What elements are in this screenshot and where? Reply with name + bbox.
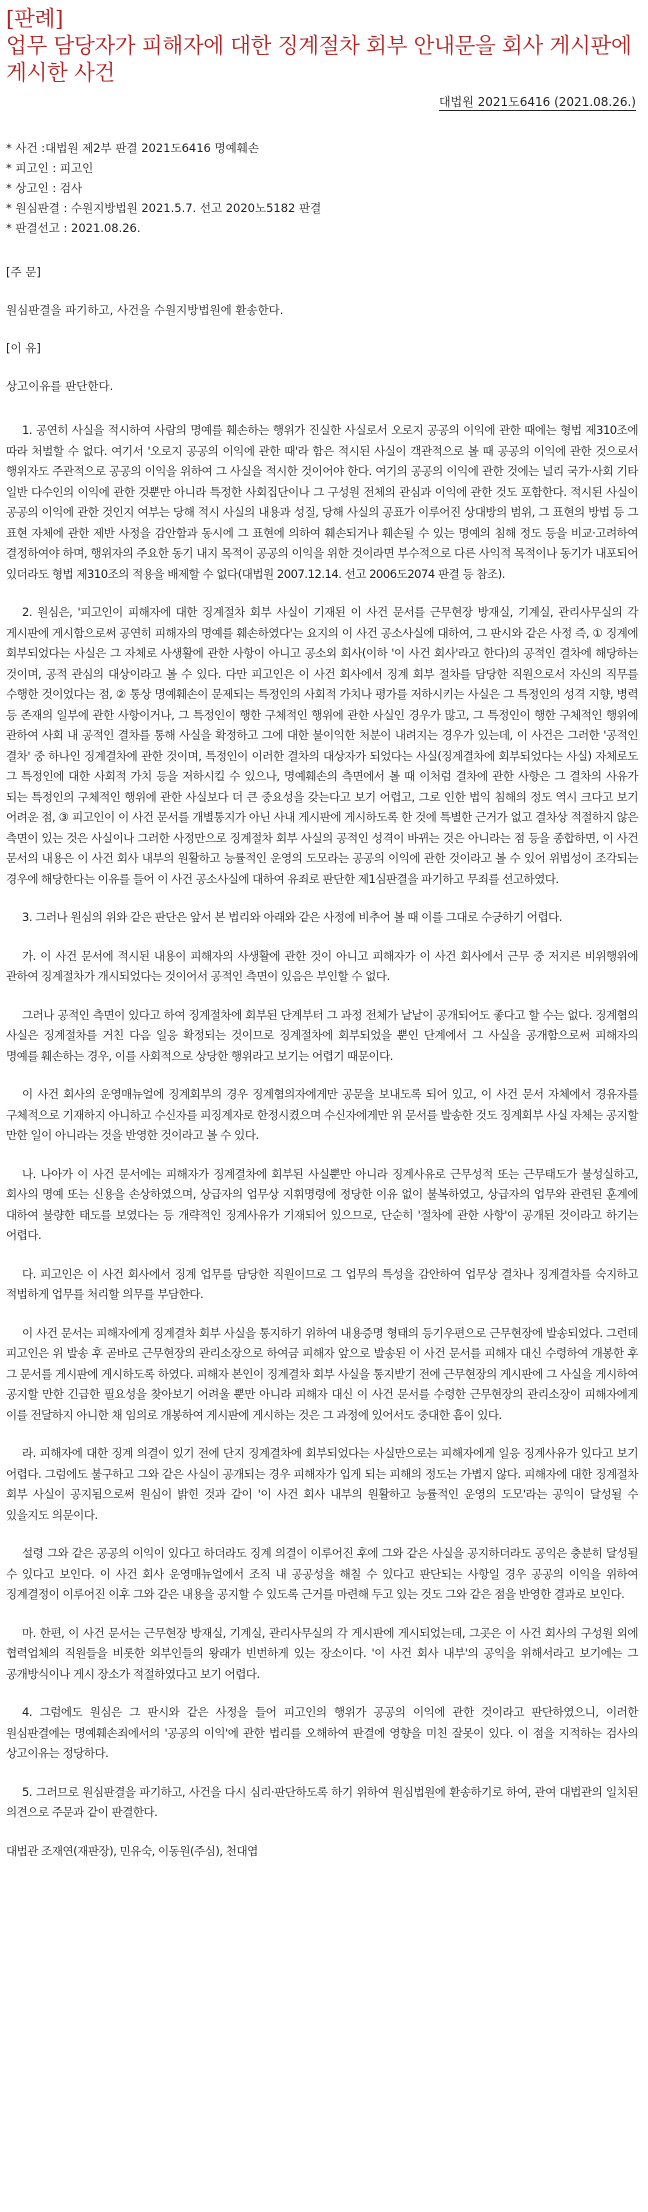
paragraph-3-da: 다. 피고인은 이 사건 회사에서 징계 업무를 담당한 직원이므로 그 업무의 특성을 감안하여 업무상 결차나 징계결차를 숙지하고 적법하게 업무를 처리할 의무를 부담한다.	[6, 1266, 638, 1301]
case-citation-text: 대법원 2021도6416 (2021.08.26.)	[439, 95, 636, 109]
paragraph-3-da-2: 이 사건 문서는 피해자에게 징계결차 회부 사실을 통지하기 위하여 내용증명 형태의 등기우편으로 근무현장에 발송되었다. 그런데 피고인은 위 발송 후 곧바로 근무현장의 관리소장으로 하여금 피해자 앞으로 발송된 이 사건 문서를 피해자 대신 수령하여 개봉한 후 그 문서를 게시판에 게시하도록 하였다. 피해자 본인이 징계결차 회부 사실을 통지받기 전에 근무현장의 게시판에 그 사실을 게시하여 공지할 만한 긴급한 필요성을 찾아보기 어려울 뿐만 아니라 피해자 대신 이 사건 문서를 수령한 근무현장의 관리소장이 피해자에게 이를 전달하지 아니한 채 임의로 개봉하여 게시판에 게시하는 것은 그 과정에 있어서도 중대한 흠이 있다.	[6, 1325, 638, 1422]
meta-defendant: * 피고인 : 피고인	[6, 161, 94, 175]
paragraph-3-ra-2: 설령 그와 같은 공공의 이익이 있다고 하더라도 징계 의결이 이루어진 후에 그와 같은 사실을 공지하더라도 공익은 충분히 달성될 수 있다고 보인다. 이 사건 회사 운영매뉴얼에서 조직 내 공공성을 해칠 수 있다고 판단되는 사항일 경우 공공의 이익을 위하여 징계결정이 이루어진 이후 그와 같은 내용을 공지할 수 있도록 근거를 마련해 두고 있는 것도 그와 같은 점을 반영한 결과로 보인다.	[6, 1546, 638, 1601]
order-heading: [주 문]	[6, 265, 41, 279]
paragraph-3-na: 나. 나아가 이 사건 문서에는 피해자가 징계결차에 회부된 사실뿐만 아니라 징계사유로 근무성적 또는 근무태도가 불성실하고, 회사의 명예 또는 신용을 손상하였으며, 상급자의 업무상 지휘명령에 정당한 이유 없이 불복하였고, 상급자의 업무와 관련된 훈계에 대하여 불량한 태도를 보였다는 등 개략적인 징계사유가 기재되어 있으므로, 단순히 '절차에 관한 사항'이 공개된 것이라고 하기는 어렵다.	[6, 1166, 638, 1242]
paragraph-3: 3. 그러나 원심의 위와 같은 판단은 앞서 본 법리와 아래와 같은 사정에 비추어 볼 때 이를 그대로 수긍하기 어렵다.	[22, 910, 562, 924]
paragraph-2: 2. 원심은, '피고인이 피해자에 대한 징계절차 회부 사실이 기재된 이 사건 문서를 근무현장 방재실, 기계실, 관리사무실의 각 게시판에 게시함으로써 공연히 피해자의 명예를 훼손하였다'는 요지의 이 사건 공소사실에 대하여, 그 판시와 같은 사정 즉, ① 징계에 회부되었다는 사실은 그 자체로 사생활에 관한 사항이 아니고 공소외 회사(이하 '이 사건 회사'라고 한다)의 공적인 결차에 해당하는 것이며, 공적 관심의 대상이라고 볼 수 있다. 다만 피고인은 이 사건 회사에서 징계 회부 절차를 담당한 직원으로서 자신의 직무를 수행한 것이었다는 점, ② 통상 명예훼손이 문제되는 특정인의 사회적 가치나 평가를 저하시키는 사실은 그 특정인의 성격 지향, 병력 등 존재의 일부에 관한 사항이거나, 그 특정인이 행한 구체적인 행위에 관한 사실인 경우가 많고, 그 특정인이 행한 구체적인 행위에 관하여 사회 내 공적인 결차를 통해 사실을 확정하고 그에 대한 불이익한 처분이 내려지는 경우가 있는데, 이 사건은 그러한 '공적인 결차' 중 하나인 징계결차에 관한 것이며, 특정인이 이러한 결차의 대상자가 되었다는 사실(징계결차에 회부되었다는 사실) 자체로도 그 특정인에 대한 사회적 가치 등을 저하시킬 수 있으나, 명예훼손의 측면에서 볼 때 이처럼 결차에 관한 사항은 그 결차의 사유가 되는 특정인의 구체적인 행위에 관한 사실보다 더 큰 중요성을 갖는다고 보기 어렵고, 그로 인한 법익 침해의 정도 역시 크다고 보기 어려운 점, ③ 피고인이 이 사건 문서를 개별통지가 아닌 사내 게시판에 게시하도록 한 것에 특별한 근거가 없고 결차상 적절하지 않은 측면이 있는 것은 사실이나 그러한 사정만으로 징계절차 회부 사실의 공적인 성격이 바뀌는 것은 아니라는 점 등을 종합하면, 이 사건 문서의 내용은 이 사건 회사 내부의 원활하고 능률적인 운영의 도모라는 공공의 이익에 관한 것이라고 볼 수 있어 위법성이 조각되는 경우에 해당한다는 이유를 들어 이 사건 공소사실에 대하여 유죄로 판단한 제1심판결을 파기하고 무죄를 선고하였다.	[6, 605, 638, 886]
case-meta	[6, 138, 638, 238]
meta-appellant: * 상고인 : 검사	[6, 181, 83, 195]
reason-intro: 상고이유를 판단한다.	[6, 379, 114, 393]
justices-list: 대법관 조재연(재판장), 민유숙, 이동원(주심), 천대엽	[6, 1843, 258, 1858]
paragraph-1: 1. 공연히 사실을 적시하여 사람의 명예를 훼손하는 행위가 진실한 사실로서 오로지 공공의 이익에 관한 때에는 형법 제310조에 따라 처벌할 수 없다. 여기서 '오로지 공공의 이익에 관한 때'라 함은 적시된 사실이 객관적으로 볼 때 공공의 이익에 관한 것으로서 행위자도 주관적으로 공공의 이익을 위하여 그 사실을 적시한 것이어야 한다. 여기의 공공의 이익에 관한 것에는 널리 국가·사회 기타 일반 다수인의 이익에 관한 것뿐만 아니라 특정한 사회집단이나 그 구성원 전체의 관심과 이익에 관한 것도 포함한다. 적시된 사실이 공공의 이익에 관한 것인지 여부는 당해 적시 사실의 내용과 성질, 당해 사실의 공표가 이루어진 상대방의 범위, 그 표현의 방법 등 그 표현 자체에 관한 제반 사정을 감안함과 동시에 그 표현에 의하여 훼손되거나 훼손될 수 있는 명예의 침해 정도 등을 비교·고려하여 결정하여야 하며, 행위자의 주요한 동기 내지 목적이 공공의 이익을 위한 것이라면 부수적으로 다른 사익적 목적이나 동기가 내포되어 있더라도 형법 제310조의 적용을 배제할 수 없다(대법원 2007.12.14. 선고 2006도2074 판결 등 참조).	[6, 423, 638, 581]
case-citation	[6, 93, 638, 110]
meta-lower-judgment: * 원심판결 : 수원지방법원 2021.5.7. 선고 2020노5182 판결	[6, 201, 322, 215]
paragraph-3-ga-2: 그러나 공적인 측면이 있다고 하여 징계절차에 회부된 단계부터 그 과정 전체가 낱낱이 공개되어도 좋다고 할 수는 없다. 징계혐의 사실은 징계절차를 거친 다음 일응 확정되는 것이므로 징계절차에 회부되었을 뿐인 단계에서 그 사실을 공개함으로써 피해자의 명예를 훼손하는 경우, 이를 사회적으로 상당한 행위라고 보기는 어렵기 때문이다.	[6, 1007, 638, 1063]
document-title: [판례] 업무 담당자가 피해자에 대한 징계절차 회부 안내문을 회사 게시판에 게시한 사건	[6, 7, 632, 86]
paragraph-3-ga-3: 이 사건 회사의 운영매뉴얼에 징계회부의 경우 징계혐의자에게만 공문을 보내도록 되어 있고, 이 사건 문서 자체에서 경유자를 구체적으로 기재하지 아니하고 수신자를 피징계자로 한정시켰으며 수신자에게만 위 문서를 발송한 것도 징계회부 사실 자체는 공지할 만한 일이 아니라는 것을 반영한 것이라고 볼 수 있다.	[6, 1087, 638, 1142]
meta-case: * 사건 :대법원 제2부 판결 2021도6416 명예훼손	[6, 141, 259, 155]
paragraph-5: 5. 그러므로 원심판결을 파기하고, 사건을 다시 심리·판단하도록 하기 위하여 원심법원에 환송하기로 하여, 관여 대법관의 일치된 의견으로 주문과 같이 판결한다.	[6, 1784, 638, 1819]
paragraph-4: 4. 그럼에도 원심은 그 판시와 같은 사정을 들어 피고인의 행위가 공공의 이익에 관한 것이라고 판단하였으니, 이러한 원심판결에는 명예훼손죄에서의 '공공의 이익'에 관한 법리를 오해하여 판결에 영향을 미친 잘못이 있다. 이 점을 지적하는 검사의 상고이유는 정당하다.	[6, 1705, 638, 1760]
paragraph-3-ra: 라. 피해자에 대한 징계 의결이 있기 전에 단지 징계결차에 회부되었다는 사실만으로는 피해자에게 일응 징계사유가 있다고 보기 어렵다. 그럼에도 불구하고 그와 같은 사실이 공개되는 경우 피해자가 입게 되는 피해의 정도는 가볍지 않다. 피해자에 대한 징계절차 회부 사실이 공지됨으로써 원심이 밝힌 것과 같이 '이 사건 회사 내부의 원활하고 능률적인 운영의 도모'라는 공익이 달성될 수 있을지도 의문이다.	[6, 1446, 638, 1522]
paragraph-3-ga: 가. 이 사건 문서에 적시된 내용이 피해자의 사생활에 관한 것이 아니고 피해자가 이 사건 회사에서 근무 중 저지른 비위행위에 관하여 징계절차가 개시되었다는 것이어서 공적인 측면이 있음은 부인할 수 없다.	[6, 948, 638, 983]
meta-decision-date: * 판결선고 : 2021.08.26.	[6, 221, 141, 235]
order-text: 원심판결을 파기하고, 사건을 수원지방법원에 환송한다.	[6, 303, 284, 317]
reason-heading: [이 유]	[6, 341, 41, 355]
paragraph-3-ma: 마. 한편, 이 사건 문서는 근무현장 방재실, 기계실, 관리사무실의 각 게시판에 게시되었는데, 그곳은 이 사건 회사의 구성원 외에 협력업체의 직원들을 비롯한 외부인들의 왕래가 빈번하게 있는 장소이다. '이 사건 회사 내부'의 공익을 위해서라고 보기에는 그 공개방식이나 게시 장소가 적절하였다고 보기 어렵다.	[6, 1625, 638, 1681]
